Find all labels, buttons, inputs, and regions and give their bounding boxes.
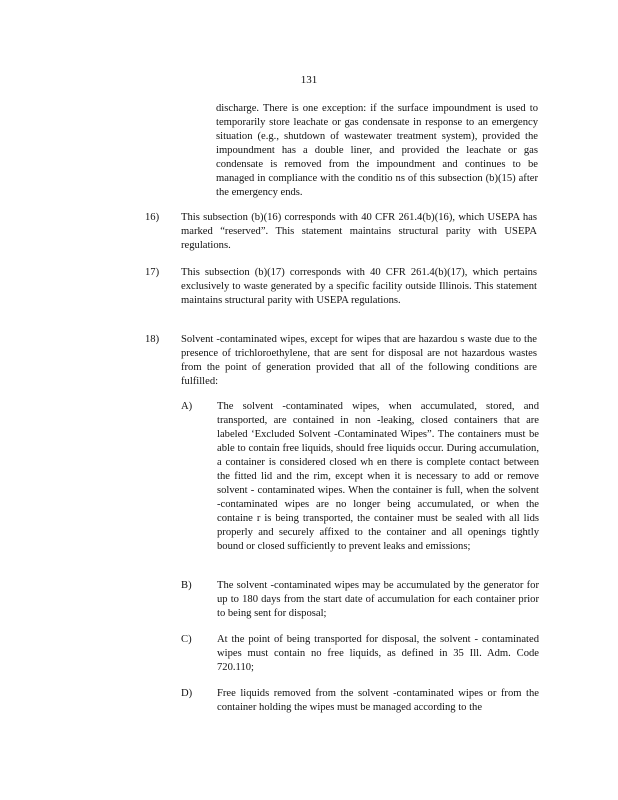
subitem-letter: A) — [181, 401, 193, 412]
subitem-letter: C) — [181, 634, 192, 645]
intro-paragraph: discharge. There is one exception: if the surface impoundment is used to temporarily store leachate or gas condensate in response to an emergency situation (e.g., shutdown of wastewater treatment system), provided the impoundment has a double liner, and provided the leachate or gas condensate is removed from the impoundment and continues to be managed in compliance with the conditio ns of this subsection (b)(15) after the emergency ends. — [216, 103, 538, 198]
page-number: 131 — [300, 74, 318, 86]
item-number: 16) — [145, 212, 160, 223]
subitem-letter: D) — [181, 688, 193, 699]
item-text: Solvent -contaminated wipes, except for wipes that are hazardou s waste due to the presence of trichloroethylene, that are sent for disposal are not hazardous wastes from the point of generation provided that all of the following conditions are fulfilled: — [181, 334, 537, 387]
item-number: 17) — [145, 267, 160, 278]
item-text: This subsection (b)(16) corresponds with 40 CFR 261.4(b)(16), which USEPA has marked “reserved”. This statement maintains structural parity with USEPA regulations. — [181, 212, 537, 251]
item-number: 18) — [145, 334, 160, 345]
subitem-text: The solvent -contaminated wipes may be accumulated by the generator for up to 180 days from the start date of accumulation for each container prior to being sent for disposal; — [217, 580, 539, 619]
subitem-text: Free liquids removed from the solvent -contaminated wipes or from the container holding the wipes must be managed according to the — [217, 688, 539, 713]
subitem-text: At the point of being transported for disposal, the solvent - contaminated wipes must contain no free liquids, as defined in 35 Ill. Adm. Code 720.110; — [217, 634, 539, 673]
subitem-text: The solvent -contaminated wipes, when accumulated, stored, and transported, are contained in non -leaking, closed containers that are labeled ‘Excluded Solvent -Contaminated Wipes”. The containers must be able to contain free liquids, should free liquids occur. During accumulation, a container is considered closed wh en there is complete contact between the fitted lid and the rim, except when it is necessary to add or remove solvent - contaminated wipes. When the container is full, when the solvent -contaminated wipes are no longer being accumulated, or when the containe r is being transported, the container must be sealed with all lids properly and securely affixed to the container and all openings tightly bound or closed sufficiently to prevent leaks and emissions; — [217, 401, 539, 552]
subitem-letter: B) — [181, 580, 192, 591]
item-text: This subsection (b)(17) corresponds with 40 CFR 261.4(b)(17), which pertains exclusively to waste generated by a specific facility outside Illinois. This statement maintains structural parity with USEPA regulations. — [181, 267, 537, 306]
